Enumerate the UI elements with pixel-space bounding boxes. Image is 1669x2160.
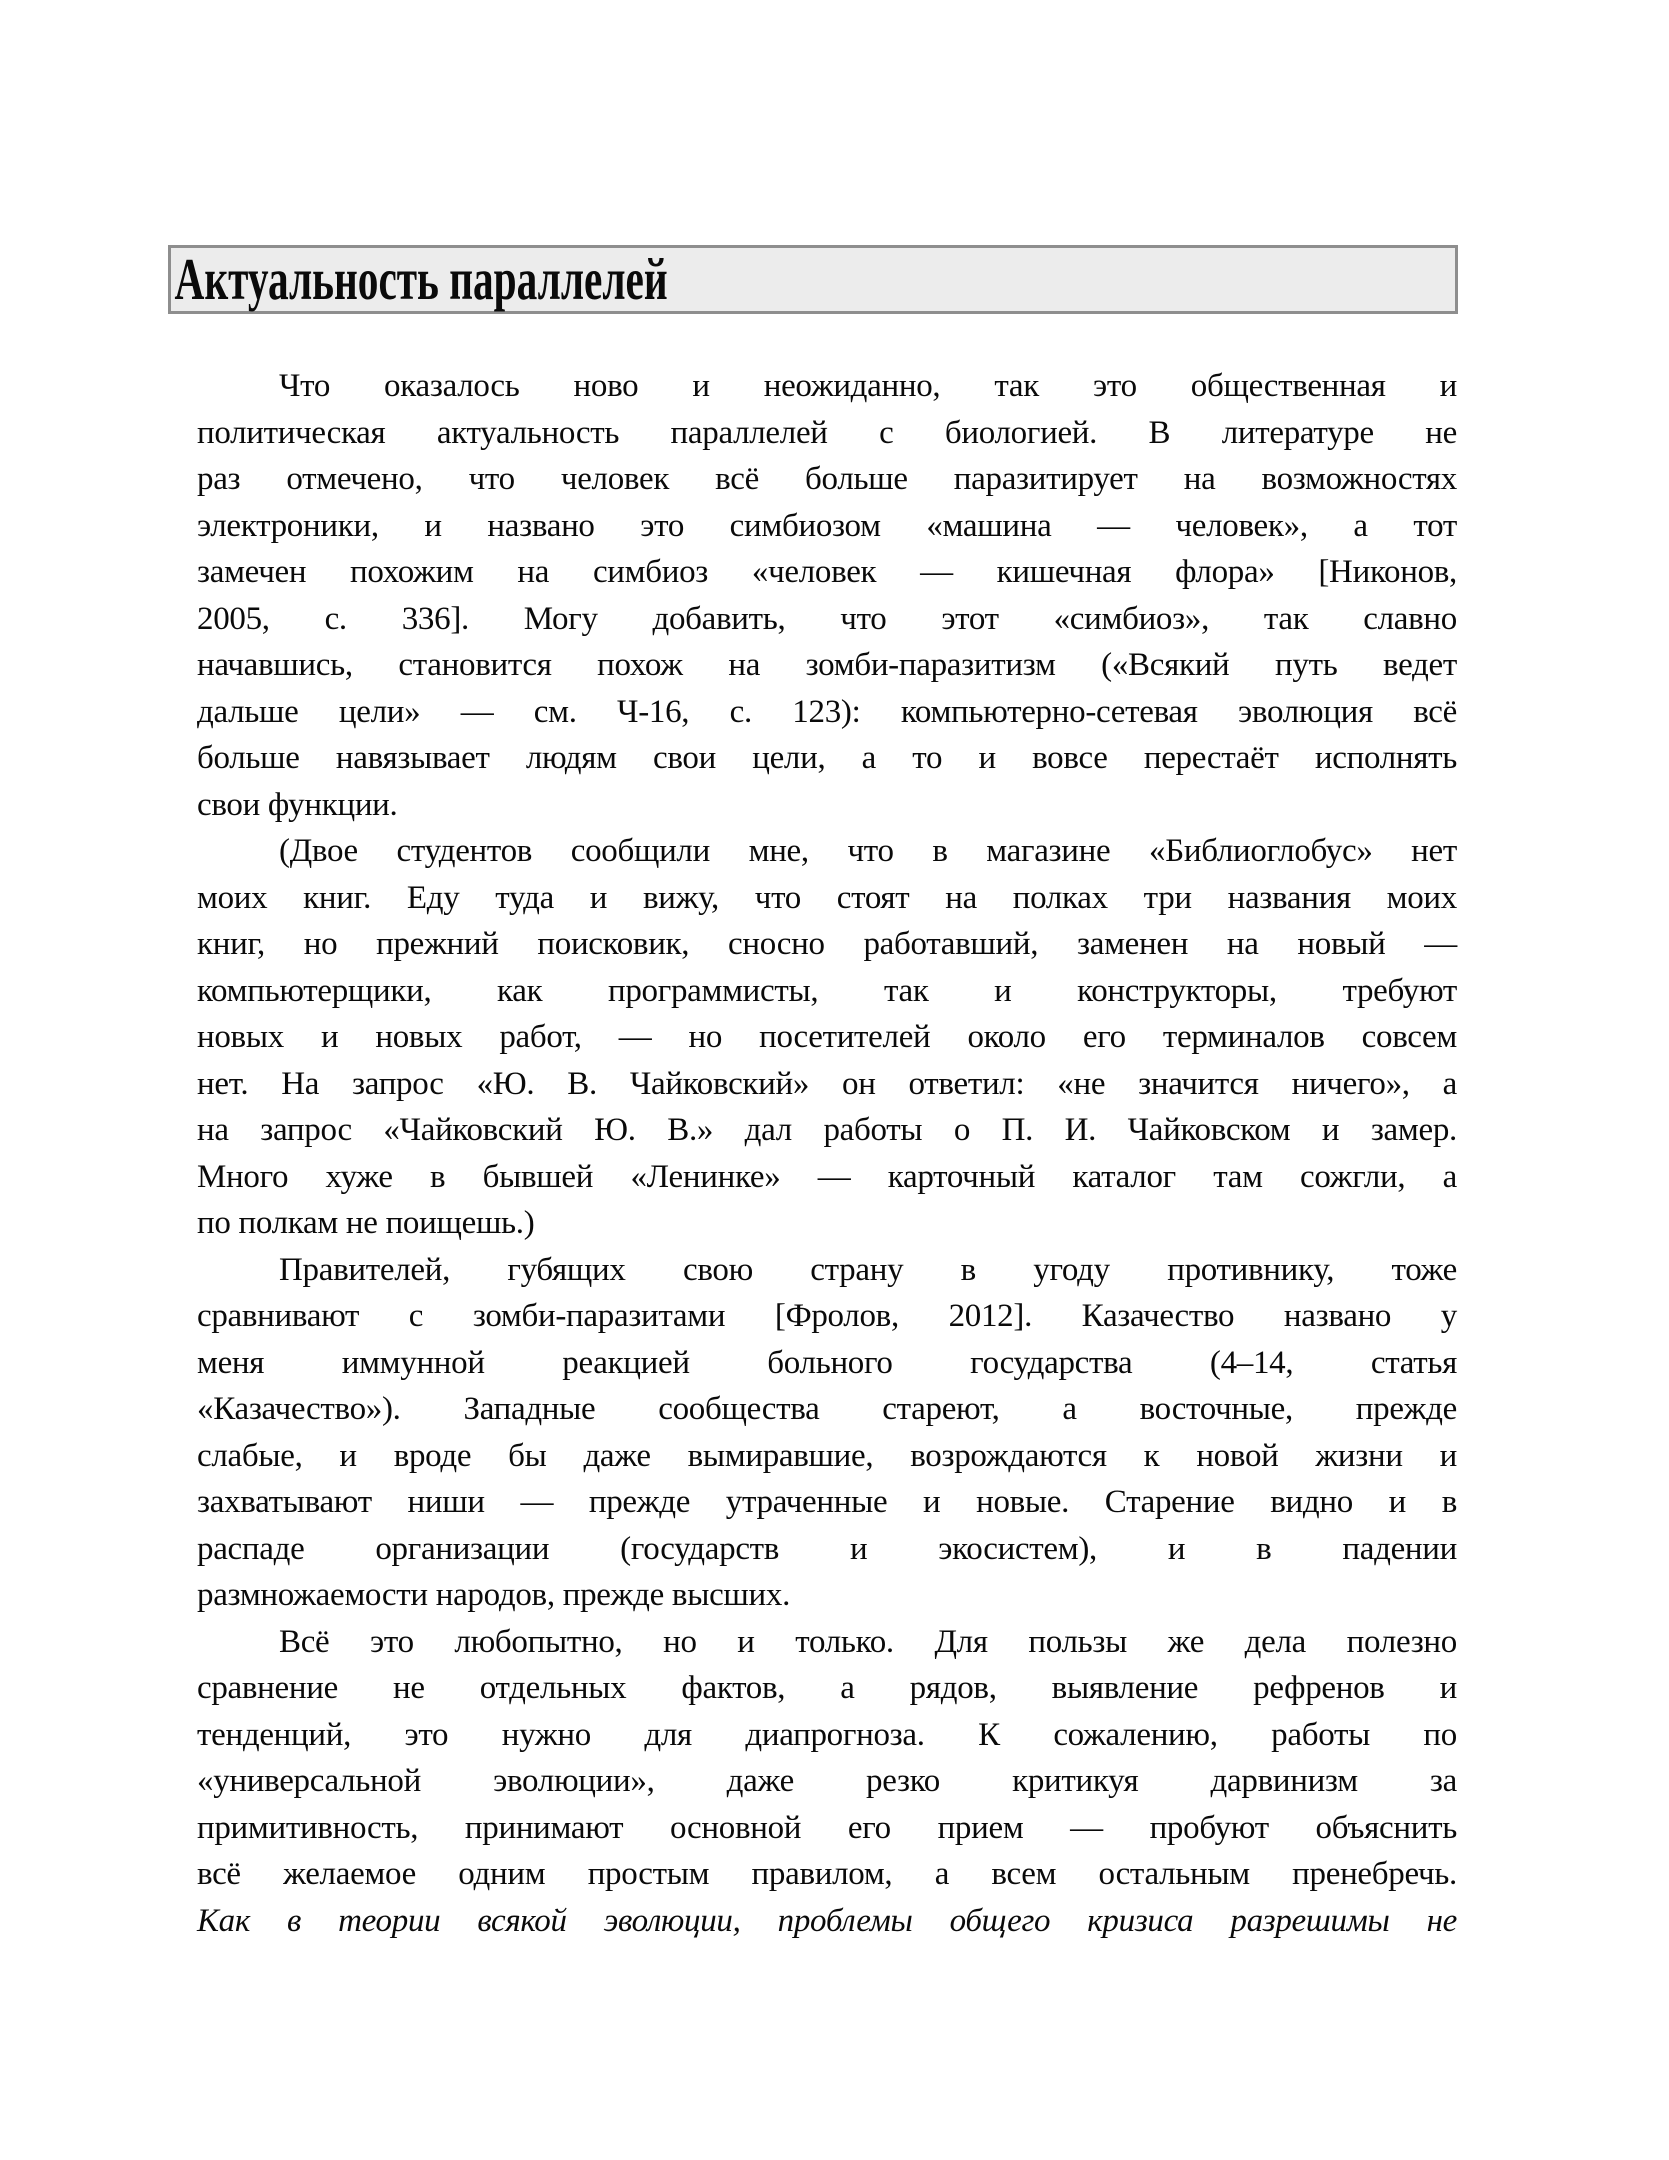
text-line: Что оказалось ново и неожиданно, так это общественная и — [279, 368, 1457, 404]
text-line: размножаемости народов, прежде высших. — [197, 1577, 791, 1613]
text-line: Как в теории всякой эволюции, проблемы общего кризиса разрешимы не — [197, 1902, 1457, 1939]
text-line: (Двое студентов сообщили мне, что в магазине «Библиоглобус» нет — [279, 833, 1457, 869]
text-line: моих книг. Еду туда и вижу, что стоят на полках три названия моих — [197, 879, 1457, 916]
paragraph — [197, 363, 1457, 828]
document-body — [197, 363, 1457, 1944]
text-line: сравнивают с зомби-паразитами [Фролов, 2012]. Казачество названо у — [197, 1298, 1457, 1334]
text-line: Много хуже в бывшей «Ленинке» — карточный каталог там сожгли, а — [197, 1158, 1457, 1195]
paragraph — [197, 1247, 1457, 1619]
text-line: начавшись, становится похож на зомби-паразитизм («Всякий путь ведет — [197, 647, 1457, 683]
text-line: больше навязывает людям свои цели, а то и вовсе перестаёт исполнять — [197, 740, 1457, 776]
text-line: «Казачество»). Западные сообщества стареют, а восточные, прежде — [197, 1391, 1457, 1427]
text-line: нет. На запрос «Ю. В. Чайковский» он ответил: «не значится ничего», а — [197, 1065, 1457, 1102]
text-line: раз отмечено, что человек всё больше паразитирует на возможностях — [197, 461, 1457, 497]
paragraph — [197, 828, 1457, 1247]
text-line: новых и новых работ, — но посетителей около его терминалов совсем — [197, 1019, 1457, 1055]
text-line: слабые, и вроде бы даже вымиравшие, возрождаются к новой жизни и — [197, 1437, 1457, 1474]
text-line: на запрос «Чайковский Ю. В.» дал работы о П. И. Чайковском и замер. — [197, 1112, 1457, 1148]
text-line: «универсальной эволюции», даже резко критикуя дарвинизм за — [197, 1763, 1457, 1799]
text-line: всё желаемое одним простым правилом, а всем остальным пренебречь. — [197, 1856, 1457, 1892]
text-line: захватывают ниши — прежде утраченные и новые. Старение видно и в — [197, 1484, 1457, 1520]
text-line: Правителей, губящих свою страну в угоду противнику, тоже — [279, 1251, 1457, 1288]
text-line: компьютерщики, как программисты, так и конструкторы, требуют — [197, 972, 1457, 1009]
text-line: распаде организации (государств и экосистем), и в падении — [197, 1530, 1457, 1567]
text-line: по полкам не поищешь.) — [197, 1205, 535, 1241]
text-line: тенденций, это нужно для диапрогноза. К сожалению, работы по — [197, 1716, 1457, 1753]
text-line: дальше цели» — см. Ч-16, с. 123): компьютерно-сетевая эволюция всё — [197, 693, 1457, 730]
text-line: Всё это любопытно, но и только. Для пользы же дела полезно — [279, 1623, 1457, 1660]
section-heading-box — [168, 245, 1458, 314]
text-line: 2005, с. 336]. Могу добавить, что этот «симбиоз», так славно — [197, 600, 1457, 637]
text-line: свои функции. — [197, 786, 398, 823]
text-line: политическая актуальность параллелей с биологией. В литературе не — [197, 414, 1457, 451]
section-heading-title: Актуальность параллелей — [174, 246, 668, 312]
text-line: замечен похожим на симбиоз «человек — кишечная флора» [Никонов, — [197, 554, 1457, 590]
text-line: сравнение не отдельных фактов, а рядов, выявление рефренов и — [197, 1670, 1457, 1706]
text-line: книг, но прежний поисковик, сносно работавший, заменен на новый — — [197, 926, 1457, 962]
text-line: меня иммунной реакцией больного государства (4–14, статья — [197, 1344, 1457, 1381]
paragraph — [197, 1619, 1457, 1945]
text-line: электроники, и названо это симбиозом «машина — человек», а тот — [197, 507, 1457, 544]
text-line: примитивность, принимают основной его прием — пробуют объяснить — [197, 1809, 1457, 1846]
